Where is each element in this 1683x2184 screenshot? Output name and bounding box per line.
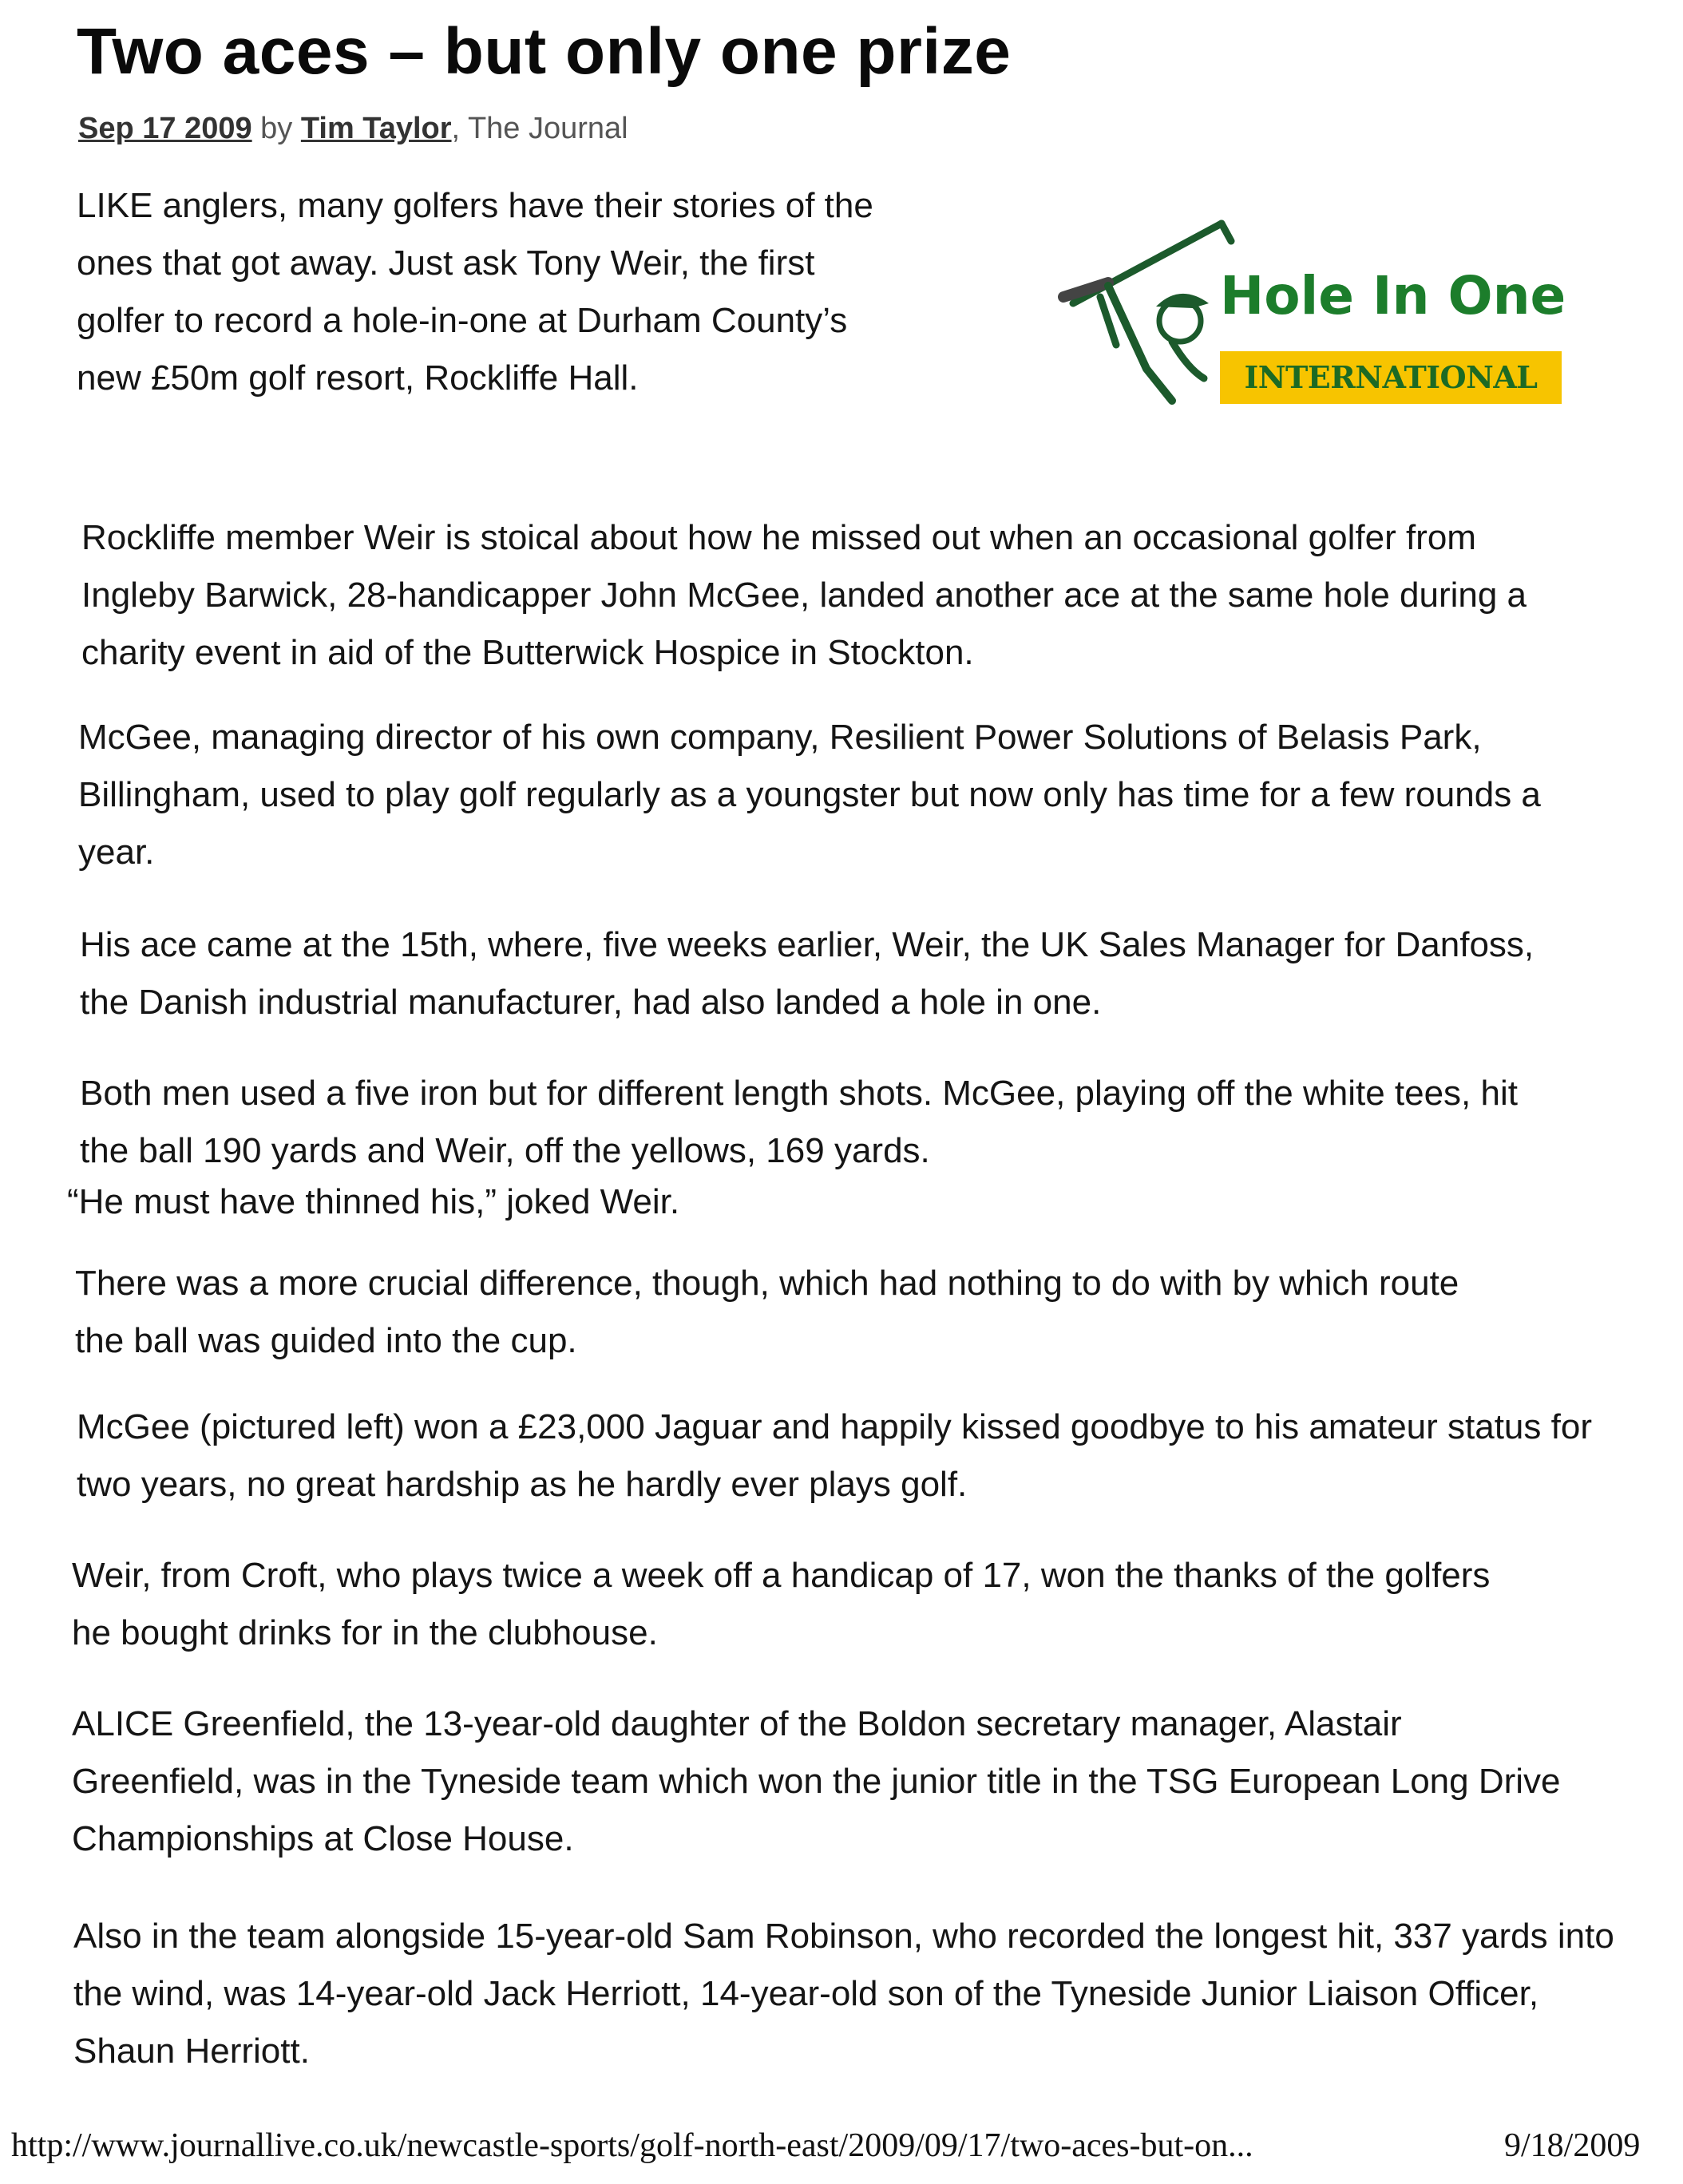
- publish-date: Sep 17 2009: [78, 112, 252, 145]
- publication-name: , The Journal: [451, 112, 628, 145]
- logo-subtitle: INTERNATIONAL: [1220, 351, 1562, 404]
- article-headline: Two aces – but only one prize: [77, 15, 1012, 88]
- paragraph-10: ALICE Greenfield, the 13-year-old daughter of the Boldon secretary manager, Alastair Greenfield, was in the Tyneside team which won the junior title in the TSG European Long Drive Championships at Close House.: [72, 1704, 1561, 1858]
- paragraph-3: McGee, managing director of his own company, Resilient Power Solutions of Belasis Park, Billingham, used to play golf regularly as a youngster but now only has time for a few rounds a year.: [78, 718, 1541, 872]
- paragraph-6: “He must have thinned his,” joked Weir.: [67, 1182, 680, 1221]
- source-url[interactable]: http://www.journallive.co.uk/newcastle-sports/golf-north-east/2009/09/17/two-aces-but-on...: [11, 2127, 1253, 2164]
- print-date: 9/18/2009: [1504, 2127, 1641, 2164]
- hole-in-one-logo: [1052, 209, 1579, 409]
- byline: [78, 112, 628, 146]
- author-link[interactable]: Tim Taylor: [300, 112, 452, 145]
- paragraph-9: Weir, from Croft, who plays twice a week off a handicap of 17, won the thanks of the golfers he bought drinks for in the clubhouse.: [72, 1556, 1491, 1652]
- paragraph-2: Rockliffe member Weir is stoical about how he missed out when an occasional golfer from Ingleby Barwick, 28-handicapper John McGee, landed another ace at the same hole during a charity event in aid of the Butterwick Hospice in Stockton.: [81, 518, 1527, 672]
- byline-by: by: [260, 112, 293, 145]
- paragraph-intro: LIKE anglers, many golfers have their stories of the ones that got away. Just ask Tony Weir, the first golfer to record a hole-in-one at Durham County’s new £50m golf resort, Rockliffe Hall.: [77, 186, 873, 398]
- paragraph-11: Also in the team alongside 15-year-old Sam Robinson, who recorded the longest hit, 337 yards into the wind, was 14-year-old Jack Herriott, 14-year-old son of the Tyneside Junior Liaison Officer, Shaun Herriott.: [73, 1917, 1614, 2071]
- paragraph-5: Both men used a five iron but for different length shots. McGee, playing off the white tees, hit the ball 190 yards and Weir, off the yellows, 169 yards.: [80, 1074, 1518, 1170]
- paragraph-7: There was a more crucial difference, though, which had nothing to do with by which route the ball was guided into the cup.: [75, 1264, 1459, 1360]
- paragraph-4: His ace came at the 15th, where, five weeks earlier, Weir, the UK Sales Manager for Danfoss, the Danish industrial manufacturer, had also landed a hole in one.: [80, 925, 1534, 1022]
- paragraph-8: McGee (pictured left) won a £23,000 Jaguar and happily kissed goodbye to his amateur status for two years, no great hardship as he hardly ever plays golf.: [77, 1407, 1592, 1504]
- logo-title: Hole In One: [1220, 265, 1566, 326]
